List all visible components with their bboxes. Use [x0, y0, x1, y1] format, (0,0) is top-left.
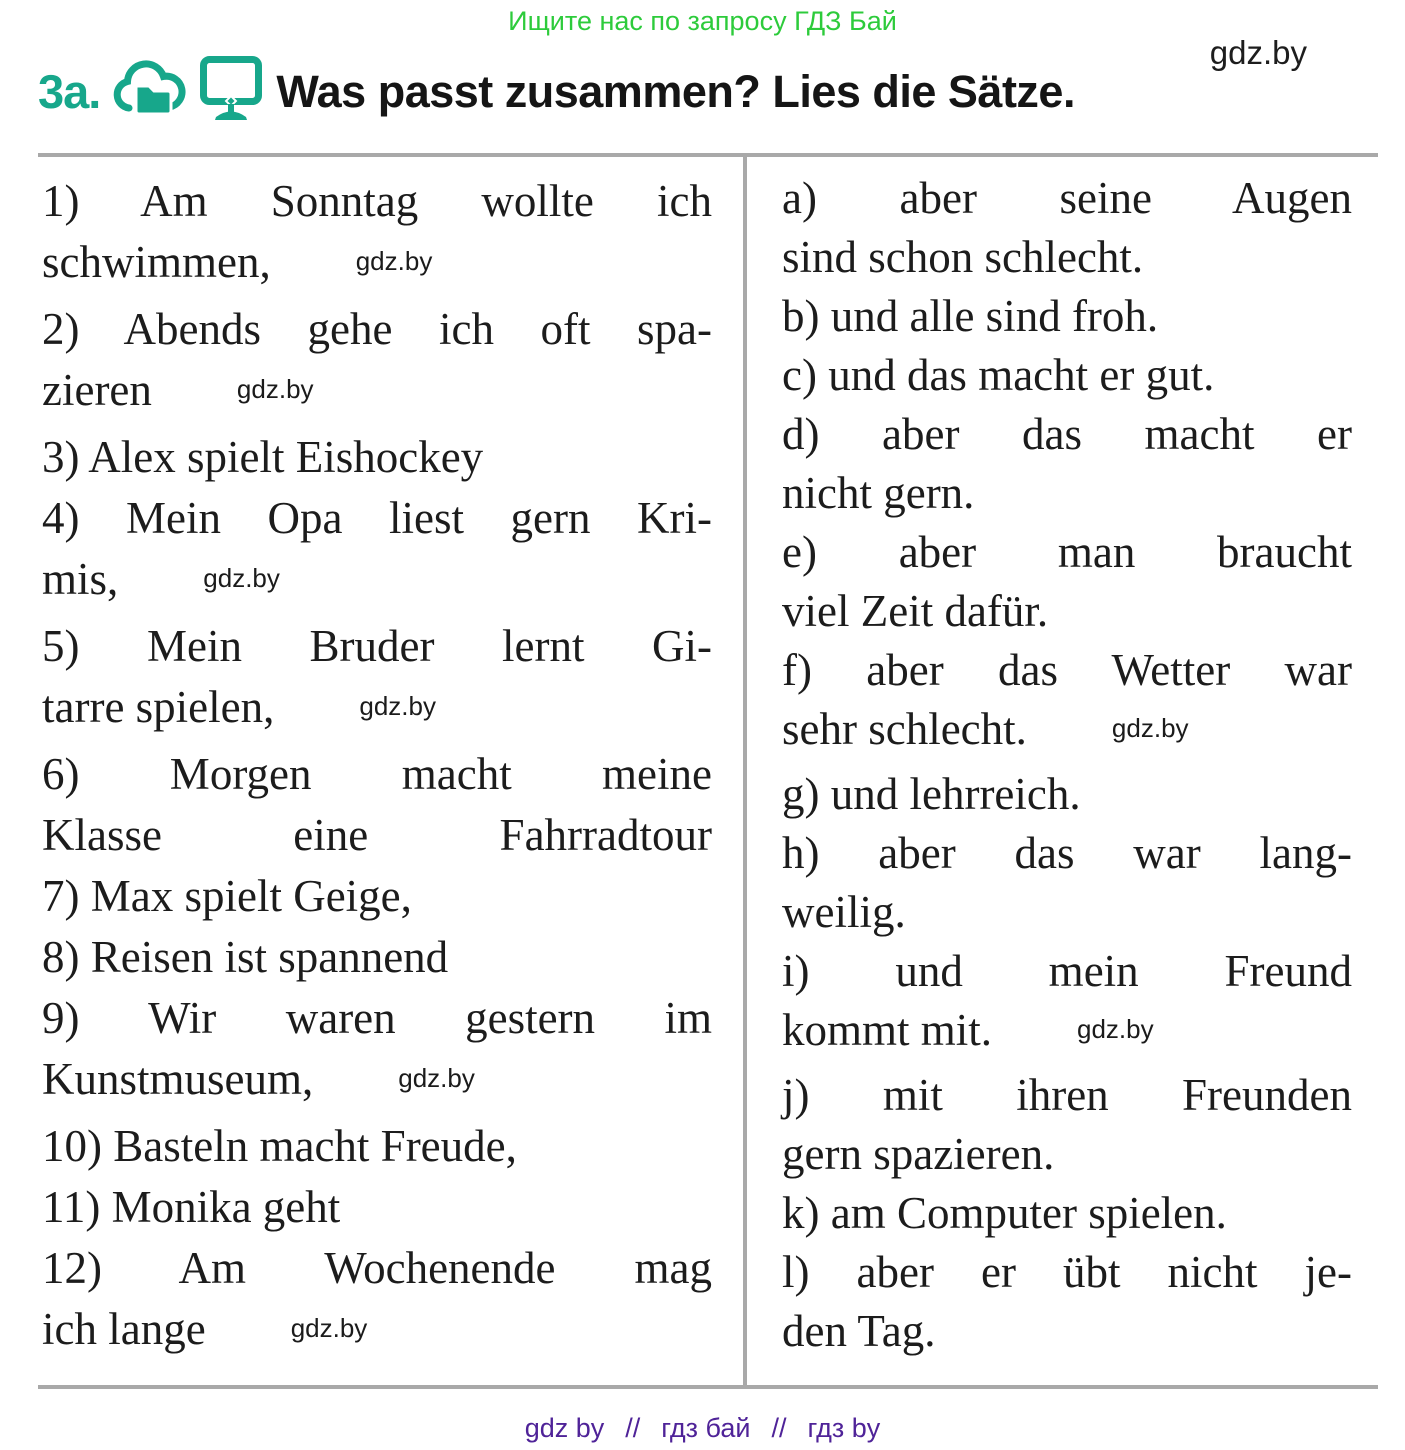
sentence-line: tarre spielen, gdz.by: [42, 682, 436, 732]
gdz-watermark: gdz.by: [398, 1063, 475, 1093]
sentence-item: [782, 1184, 1352, 1243]
sentence-line: c) und das macht er gut.: [782, 350, 1215, 400]
sentence-line: e) aber man braucht: [782, 527, 1352, 577]
sentence-line: 7) Max spielt Geige,: [42, 871, 412, 921]
sentence-item: [782, 287, 1352, 346]
sentence-item: [782, 523, 1352, 641]
sentence-item: [42, 616, 712, 744]
sentence-line: k) am Computer spielen.: [782, 1188, 1227, 1238]
sentence-line: h) aber das war lang-: [782, 828, 1352, 878]
sentence-line: viel Zeit dafür.: [782, 586, 1049, 636]
sentence-line: 8) Reisen ist spannend: [42, 932, 449, 982]
sentence-item: [782, 169, 1352, 287]
sentence-line: d) aber das macht er: [782, 409, 1352, 459]
sentence-line: f) aber das Wetter war: [782, 645, 1352, 695]
gdz-watermark: gdz.by: [359, 691, 436, 721]
sentence-item: [42, 866, 712, 927]
gdz-watermark: gdz.by: [1077, 1014, 1154, 1044]
sentence-line: sind schon schlecht.: [782, 232, 1144, 282]
sentence-line: 9) Wir waren gestern im: [42, 993, 712, 1043]
sentence-line: 10) Basteln macht Freude,: [42, 1121, 517, 1171]
sentence-item: [42, 1177, 712, 1238]
sentence-item: [42, 171, 712, 299]
sentence-line: Kunstmuseum, gdz.by: [42, 1054, 475, 1104]
sentence-line: l) aber er übt nicht je-: [782, 1247, 1352, 1297]
sentence-item: [782, 765, 1352, 824]
exercise-number: 3a.: [38, 65, 101, 118]
matching-table: [38, 153, 1378, 1389]
sentence-line: j) mit ihren Freunden: [782, 1070, 1352, 1120]
sentence-item: [42, 744, 712, 866]
sentence-line: 2) Abends gehe ich oft spa-: [42, 304, 712, 354]
sentence-item: [782, 346, 1352, 405]
sentence-line: gern spazieren.: [782, 1129, 1055, 1179]
footer-site-links: gdz by // гдз бай // гдз by: [524, 1413, 881, 1443]
sentence-item: [42, 988, 712, 1116]
sentence-line: nicht gern.: [782, 468, 975, 518]
sentence-line: zieren gdz.by: [42, 365, 314, 415]
sentence-line: 11) Monika geht: [42, 1182, 341, 1232]
sentence-item: [42, 427, 712, 488]
monitor-icon: [198, 54, 264, 129]
sentence-item: [42, 1116, 712, 1177]
sentence-line: 5) Mein Bruder lernt Gi-: [42, 621, 712, 671]
sentence-item: [782, 1243, 1352, 1361]
sentence-line: g) und lehrreich.: [782, 769, 1081, 819]
sentence-line: 1) Am Sonntag wollte ich: [42, 176, 712, 226]
exercise-header: [38, 54, 1075, 129]
sentence-item: [782, 1066, 1352, 1184]
gdz-watermark: gdz.by: [355, 246, 433, 276]
gdz-watermark: gdz.by: [1111, 713, 1189, 743]
sentence-item: [42, 488, 712, 616]
gdz-watermark: gdz.by: [203, 563, 280, 593]
sentence-item: [782, 405, 1352, 523]
sentence-item: [42, 1238, 712, 1366]
sentence-line: den Tag.: [782, 1306, 936, 1356]
sentence-line: i) und mein Freund: [782, 946, 1352, 996]
sentence-item: [782, 942, 1352, 1066]
sentence-item: [782, 641, 1352, 765]
sentence-line: ich lange gdz.by: [42, 1304, 368, 1354]
sentence-line: sehr schlecht. gdz.by: [782, 704, 1189, 754]
gdz-watermark: gdz.by: [290, 1313, 368, 1343]
right-column: [743, 157, 1378, 1385]
sentence-line: 12) Am Wochenende mag: [42, 1243, 712, 1293]
sentence-line: schwimmen, gdz.by: [42, 237, 433, 287]
sentence-line: Klasse eine Fahrradtour: [42, 810, 712, 860]
sentence-line: 4) Mein Opa liest gern Kri-: [42, 493, 712, 543]
sentence-line: mis, gdz.by: [42, 554, 280, 604]
exercise-title: Was passt zusammen? Lies die Sätze.: [276, 65, 1075, 117]
site-label: gdz.by: [1209, 34, 1307, 71]
sentence-line: weilig.: [782, 887, 906, 937]
sentence-item: [782, 824, 1352, 942]
sentence-line: 6) Morgen macht meine: [42, 749, 712, 799]
sentence-line: a) aber seine Augen: [782, 173, 1352, 223]
promo-banner: Ищите нас по запросу ГДЗ Бай: [508, 6, 897, 36]
left-column: [38, 157, 743, 1385]
sentence-item: [42, 299, 712, 427]
sentence-line: kommt mit. gdz.by: [782, 1005, 1154, 1055]
sentence-line: b) und alle sind froh.: [782, 291, 1159, 341]
gdz-watermark: gdz.by: [236, 374, 314, 404]
sentence-item: [42, 927, 712, 988]
sentence-line: 3) Alex spielt Eishockey: [42, 432, 484, 482]
cloud-folder-icon: [112, 57, 186, 126]
